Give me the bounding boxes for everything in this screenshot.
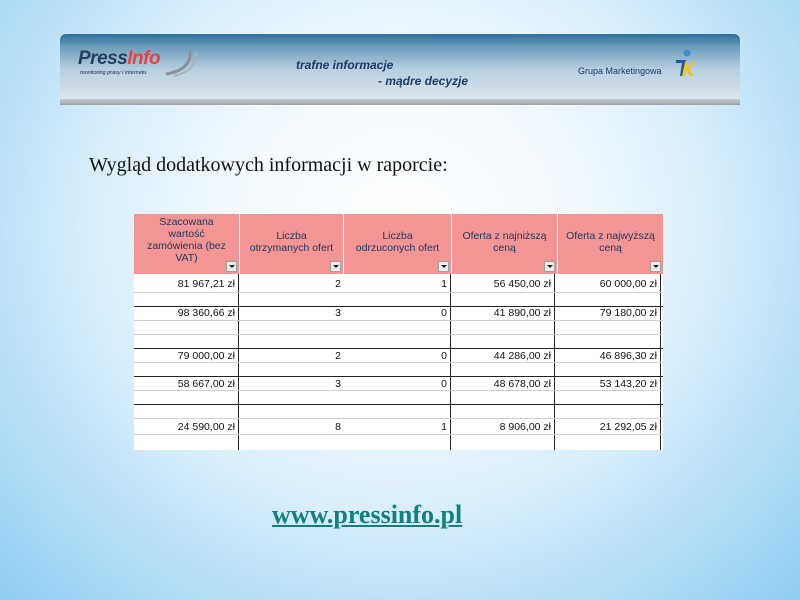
logo-press-text: Press <box>78 48 128 69</box>
table-cell[interactable]: 53 143,20 zł <box>599 378 657 390</box>
filter-dropdown-button[interactable] <box>226 261 237 272</box>
filter-dropdown-button[interactable] <box>544 261 555 272</box>
table-cell[interactable]: 81 967,21 zł <box>177 278 235 290</box>
row-divider <box>134 390 663 391</box>
row-divider <box>134 334 663 335</box>
row-divider <box>134 404 663 405</box>
logo-info-text: Info <box>127 48 161 69</box>
table-cell[interactable]: 44 286,00 zł <box>493 350 551 362</box>
header-text: zamówienia (bez <box>147 240 226 252</box>
row-divider <box>134 418 663 419</box>
header-text: VAT) <box>175 252 198 264</box>
table-cell[interactable]: 79 180,00 zł <box>599 307 657 319</box>
filter-dropdown-button[interactable] <box>330 261 341 272</box>
filter-dropdown-button[interactable] <box>650 261 661 272</box>
row-divider <box>134 348 663 349</box>
table-cell[interactable]: 48 678,00 zł <box>493 378 551 390</box>
row-divider <box>134 362 663 363</box>
table-cell[interactable]: 0 <box>441 378 447 390</box>
table-cell[interactable]: 0 <box>441 307 447 319</box>
website-link[interactable]: www.pressinfo.pl <box>272 500 463 529</box>
slogan-line-2: - mądre decyzje <box>378 74 469 88</box>
report-table <box>134 214 663 450</box>
header-text: Oferta z najwyższą <box>566 230 655 242</box>
group-label: Grupa Marketingowa <box>578 66 662 76</box>
column-header-received-offers[interactable] <box>240 214 344 274</box>
table-cell[interactable]: 41 890,00 zł <box>493 307 551 319</box>
table-cell[interactable]: 24 590,00 zł <box>177 421 235 433</box>
table-cell[interactable]: 56 450,00 zł <box>493 278 551 290</box>
column-header-estimated-value[interactable] <box>134 214 240 274</box>
column-header-rejected-offers[interactable] <box>344 214 452 274</box>
header-text: otrzymanych ofert <box>249 242 334 254</box>
row-divider <box>134 320 663 321</box>
table-cell[interactable]: 1 <box>441 278 447 290</box>
page-heading: Wygląd dodatkowych informacji w raporcie: <box>89 154 448 176</box>
header-text: ceną <box>493 242 516 254</box>
table-cell[interactable]: 2 <box>335 350 341 362</box>
table-cell[interactable]: 98 360,66 zł <box>177 307 235 319</box>
banner-strip <box>60 99 740 105</box>
table-cell[interactable]: 46 896,30 zł <box>599 350 657 362</box>
banner <box>60 34 740 105</box>
table-cell[interactable]: 3 <box>335 378 341 390</box>
header-text: odrzuconych ofert <box>355 242 440 254</box>
table-cell[interactable]: 0 <box>441 350 447 362</box>
header-text: Liczba <box>276 230 307 242</box>
row-divider <box>134 434 663 435</box>
logo-subtitle: monitoring prasy i internetu <box>80 70 147 76</box>
row-divider <box>134 376 663 377</box>
table-cell[interactable]: 21 292,05 zł <box>599 421 657 433</box>
table-cell[interactable]: 2 <box>335 278 341 290</box>
header-text: Oferta z najniższą <box>462 230 547 242</box>
filter-dropdown-button[interactable] <box>438 261 449 272</box>
slogan-line-1: trafne informacje <box>296 58 394 72</box>
table-cell[interactable]: 1 <box>441 421 447 433</box>
table-cell[interactable]: 79 000,00 zł <box>177 350 235 362</box>
table-cell[interactable]: 8 906,00 zł <box>499 421 551 433</box>
logo-swoosh-icon <box>74 44 204 82</box>
table-cell[interactable]: 3 <box>335 307 341 319</box>
column-header-highest-offer[interactable] <box>558 214 663 274</box>
table-cell[interactable]: 8 <box>335 421 341 433</box>
table-cell[interactable]: 60 000,00 zł <box>599 278 657 290</box>
header-text: wartość <box>168 228 205 240</box>
header-text: ceną <box>599 242 622 254</box>
column-header-lowest-offer[interactable] <box>452 214 558 274</box>
table-cell[interactable]: 58 667,00 zł <box>177 378 235 390</box>
header-text: Szacowana <box>159 216 214 228</box>
tk-logo-icon <box>672 48 696 78</box>
header-text: Liczba <box>382 230 413 242</box>
row-divider <box>134 292 663 293</box>
